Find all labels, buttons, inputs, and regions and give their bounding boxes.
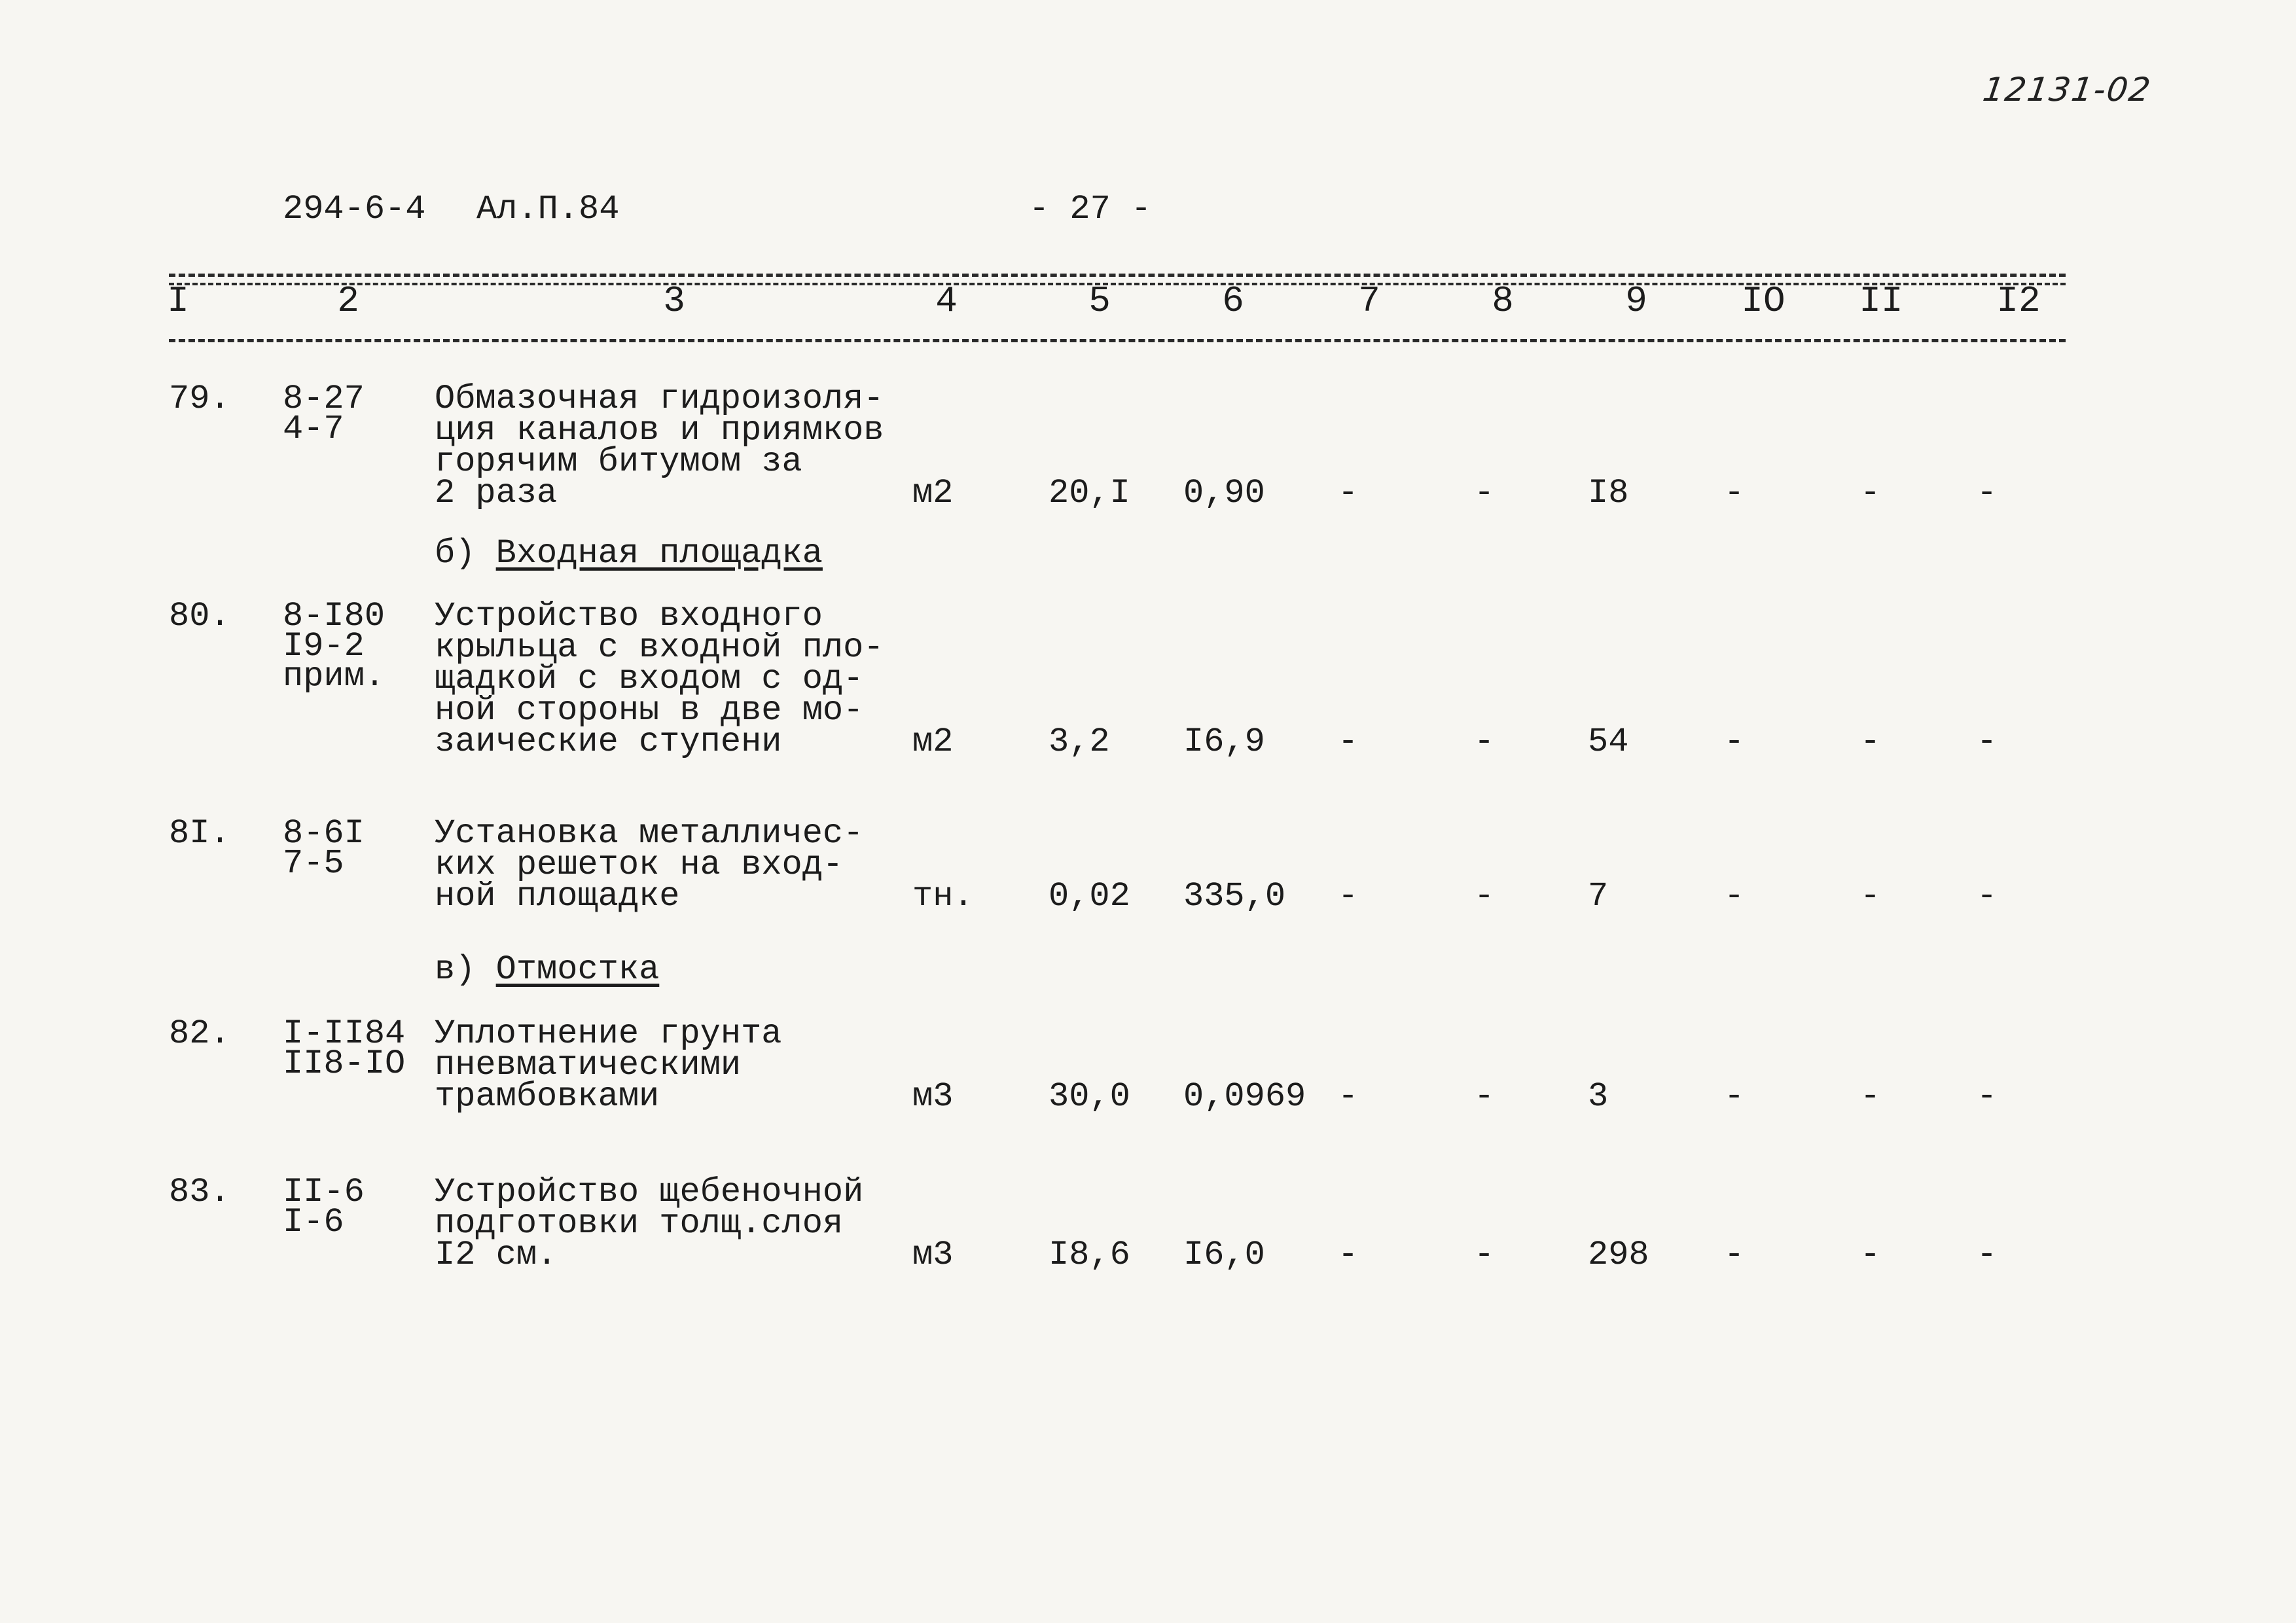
norm-code: I9-2: [283, 627, 365, 666]
work-description: щадкой с входом с од-: [435, 660, 864, 698]
unit-price: I6,0: [1183, 1236, 1265, 1274]
cell-col-12: -: [1977, 1236, 1998, 1274]
norm-code: 4-7: [283, 410, 344, 448]
work-description: горячим битумом за: [435, 442, 802, 481]
row-number: 79.: [169, 380, 230, 418]
work-description: ной площадке: [435, 877, 680, 916]
cell-col-7: -: [1338, 722, 1359, 761]
work-description: трамбовками: [435, 1077, 660, 1116]
cell-col-10: -: [1724, 1236, 1745, 1274]
cell-col-12: -: [1977, 877, 1998, 916]
work-description: ция каналов и приямков: [435, 411, 884, 450]
section-title: Отмостка: [495, 950, 660, 989]
document-code: 294-6-4: [283, 190, 426, 228]
column-header: 4: [935, 280, 958, 322]
quantity: 0,02: [1049, 877, 1130, 916]
page-number: - 27 -: [1029, 190, 1152, 228]
column-header: II: [1859, 280, 1903, 322]
section-heading: [435, 950, 660, 989]
norm-code: I-II84: [283, 1014, 406, 1053]
cell-col-7: -: [1338, 877, 1359, 916]
work-description: Устройство входного: [435, 597, 823, 635]
table-header-bottom-rule: [169, 339, 2066, 342]
quantity: I8,6: [1049, 1236, 1130, 1274]
work-description: подготовки толщ.слоя: [435, 1204, 844, 1243]
norm-code: II8-IO: [283, 1044, 406, 1083]
cell-col-12: -: [1977, 1077, 1998, 1116]
work-description: крыльца с входной пло-: [435, 628, 884, 667]
column-header: I2: [1996, 280, 2041, 322]
quantity: 30,0: [1049, 1077, 1130, 1116]
norm-code: 8-27: [283, 380, 365, 418]
cell-col-9: 7: [1588, 877, 1609, 916]
column-header: 9: [1625, 280, 1647, 322]
cell-col-12: -: [1977, 474, 1998, 512]
unit: м3: [912, 1236, 954, 1274]
norm-code: 7-5: [283, 844, 344, 883]
unit: м3: [912, 1077, 954, 1116]
unit-price: 0,90: [1183, 474, 1265, 512]
row-number: 83.: [169, 1173, 230, 1211]
cell-col-8: -: [1474, 1077, 1495, 1116]
cell-col-7: -: [1338, 1236, 1359, 1274]
row-number: 8I.: [169, 814, 230, 853]
unit-price: 0,0969: [1183, 1077, 1306, 1116]
column-header: 8: [1492, 280, 1514, 322]
cell-col-11: -: [1860, 877, 1881, 916]
work-description: пневматическими: [435, 1046, 742, 1084]
cell-col-8: -: [1474, 877, 1495, 916]
unit-price: I6,9: [1183, 722, 1265, 761]
column-header: 5: [1088, 280, 1111, 322]
cell-col-8: -: [1474, 722, 1495, 761]
unit: м2: [912, 474, 954, 512]
quantity: 20,I: [1049, 474, 1130, 512]
column-header: 2: [337, 280, 359, 322]
table-top-rule: [169, 274, 2066, 277]
cell-col-10: -: [1724, 1077, 1745, 1116]
cell-col-8: -: [1474, 474, 1495, 512]
cell-col-9: 54: [1588, 722, 1629, 761]
work-description: Устройство щебеночной: [435, 1173, 864, 1211]
norm-code: 8-6I: [283, 814, 365, 853]
work-description: ких решеток на вход-: [435, 846, 844, 884]
norm-code: I-6: [283, 1203, 344, 1241]
work-description: Установка металличес-: [435, 814, 864, 853]
cell-col-11: -: [1860, 1236, 1881, 1274]
cell-col-11: -: [1860, 722, 1881, 761]
work-description: ной стороны в две мо-: [435, 691, 864, 730]
work-description: I2 см.: [435, 1236, 558, 1274]
cell-col-9: 3: [1588, 1077, 1609, 1116]
section-prefix: в): [435, 950, 476, 989]
norm-code: прим.: [283, 657, 386, 696]
cell-col-9: 298: [1588, 1236, 1649, 1274]
norm-code: 8-I80: [283, 597, 386, 635]
quantity: 3,2: [1049, 722, 1110, 761]
work-description: Обмазочная гидроизоля-: [435, 380, 884, 418]
column-header: I: [167, 280, 189, 322]
archive-number-stamp: 12131-02: [1980, 71, 2154, 109]
work-description: заические ступени: [435, 722, 782, 761]
cell-col-9: I8: [1588, 474, 1629, 512]
section-heading: [435, 534, 823, 573]
section-prefix: б): [435, 534, 476, 573]
section-title: Входная площадка: [495, 534, 823, 573]
work-description: 2 раза: [435, 474, 558, 512]
cell-col-11: -: [1860, 1077, 1881, 1116]
row-number: 82.: [169, 1014, 230, 1053]
column-header: 7: [1358, 280, 1380, 322]
cell-col-10: -: [1724, 474, 1745, 512]
cell-col-12: -: [1977, 722, 1998, 761]
norm-code: II-6: [283, 1173, 365, 1211]
unit-price: 335,0: [1183, 877, 1286, 916]
row-number: 80.: [169, 597, 230, 635]
cell-col-10: -: [1724, 722, 1745, 761]
cell-col-7: -: [1338, 1077, 1359, 1116]
sheet-reference: Ал.П.84: [476, 190, 620, 228]
cell-col-7: -: [1338, 474, 1359, 512]
unit: м2: [912, 722, 954, 761]
work-description: Уплотнение грунта: [435, 1014, 782, 1053]
column-header: 6: [1222, 280, 1244, 322]
cell-col-10: -: [1724, 877, 1745, 916]
column-header: IO: [1741, 280, 1785, 322]
unit: тн.: [912, 877, 974, 916]
column-header: 3: [663, 280, 685, 322]
cell-col-11: -: [1860, 474, 1881, 512]
cell-col-8: -: [1474, 1236, 1495, 1274]
